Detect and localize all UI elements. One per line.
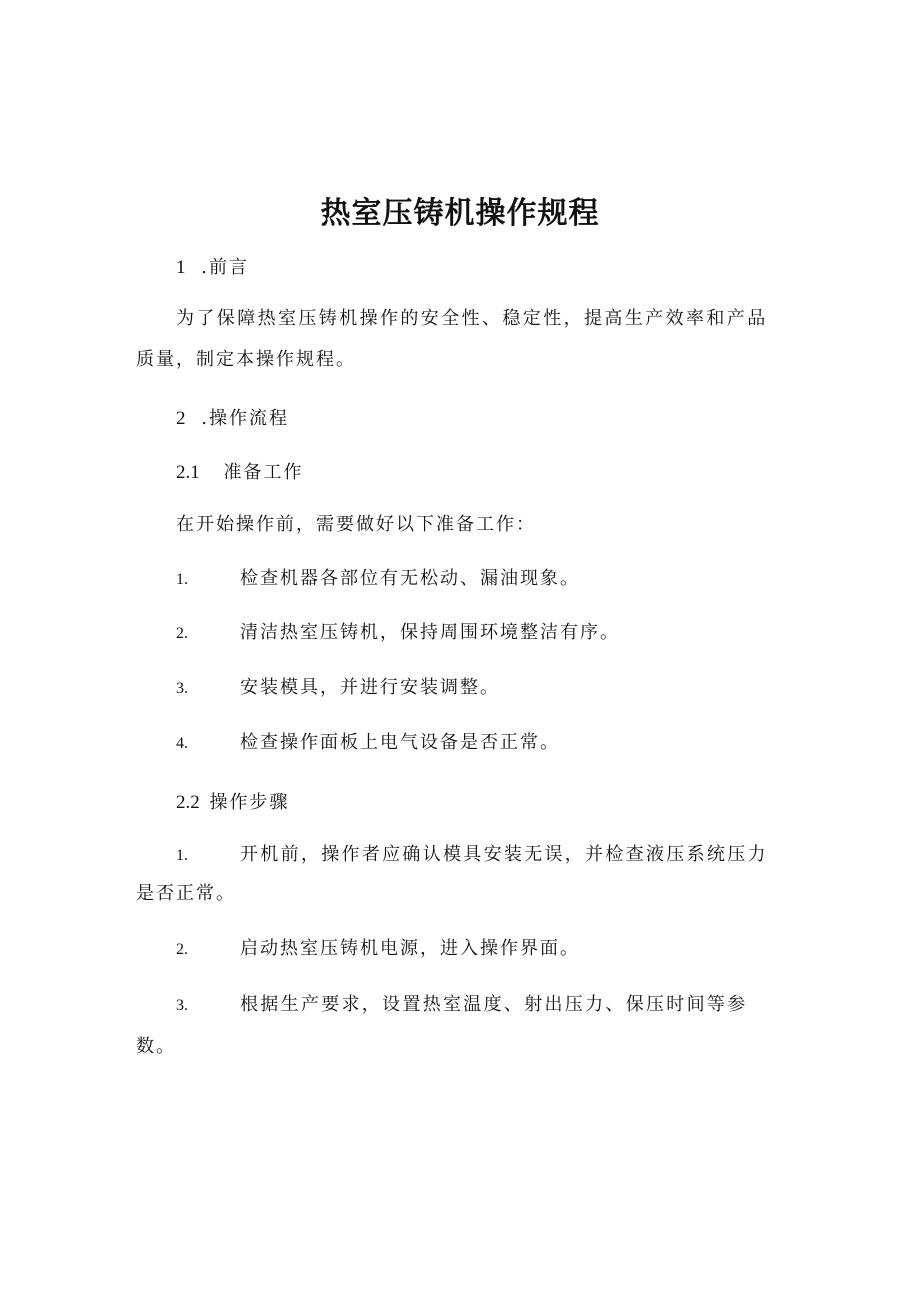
list-item-continuation: 数。 [136, 1036, 176, 1057]
paragraph-line: 质量，制定本操作规程。 [136, 349, 356, 370]
subsection-number: 2.2 [176, 792, 200, 813]
subsection-label: 操作步骤 [209, 792, 290, 813]
list-item-text: 启动热室压铸机电源，进入操作界面。 [240, 938, 580, 959]
subsection-label: 准备工作 [223, 462, 304, 483]
paragraph-line: 为了保障热室压铸机操作的安全性、稳定性，提高生产效率和产品 [176, 308, 768, 329]
section-number: 1 [176, 257, 186, 278]
document-title: 热室压铸机操作规程 [320, 196, 600, 231]
list-item-number: 1. [176, 847, 188, 864]
subsection-heading-2-1 [176, 459, 303, 487]
list-item-number: 1. [176, 571, 188, 588]
list-item-text: 根据生产要求，设置热室温度、射出压力、保压时间等参 [240, 994, 748, 1015]
list-item-text: 安装模具，并进行安装调整。 [240, 677, 500, 698]
list-item-number: 3. [176, 997, 188, 1014]
list-item-continuation: 是否正常。 [136, 883, 236, 904]
list-item-text: 开机前，操作者应确认模具安装无误，并检查液压系统压力 [240, 844, 768, 865]
section-label: .前言 [201, 257, 249, 278]
paragraph-line: 在开始操作前，需要做好以下准备工作： [176, 514, 536, 535]
subsection-heading-2-2 [176, 789, 289, 817]
list-item-text: 检查机器各部位有无松动、漏油现象。 [240, 568, 580, 589]
subsection-number: 2.1 [176, 462, 200, 483]
section-heading-1 [176, 254, 249, 282]
list-item-number: 4. [176, 735, 188, 752]
section-label: .操作流程 [201, 408, 289, 429]
section-number: 2 [176, 408, 186, 429]
list-item-number: 2. [176, 941, 188, 958]
section-heading-2 [176, 405, 289, 433]
list-item-text: 检查操作面板上电气设备是否正常。 [240, 732, 560, 753]
list-item-text: 清洁热室压铸机，保持周围环境整洁有序。 [240, 622, 620, 643]
list-item-number: 2. [176, 625, 188, 642]
list-item-number: 3. [176, 680, 188, 697]
